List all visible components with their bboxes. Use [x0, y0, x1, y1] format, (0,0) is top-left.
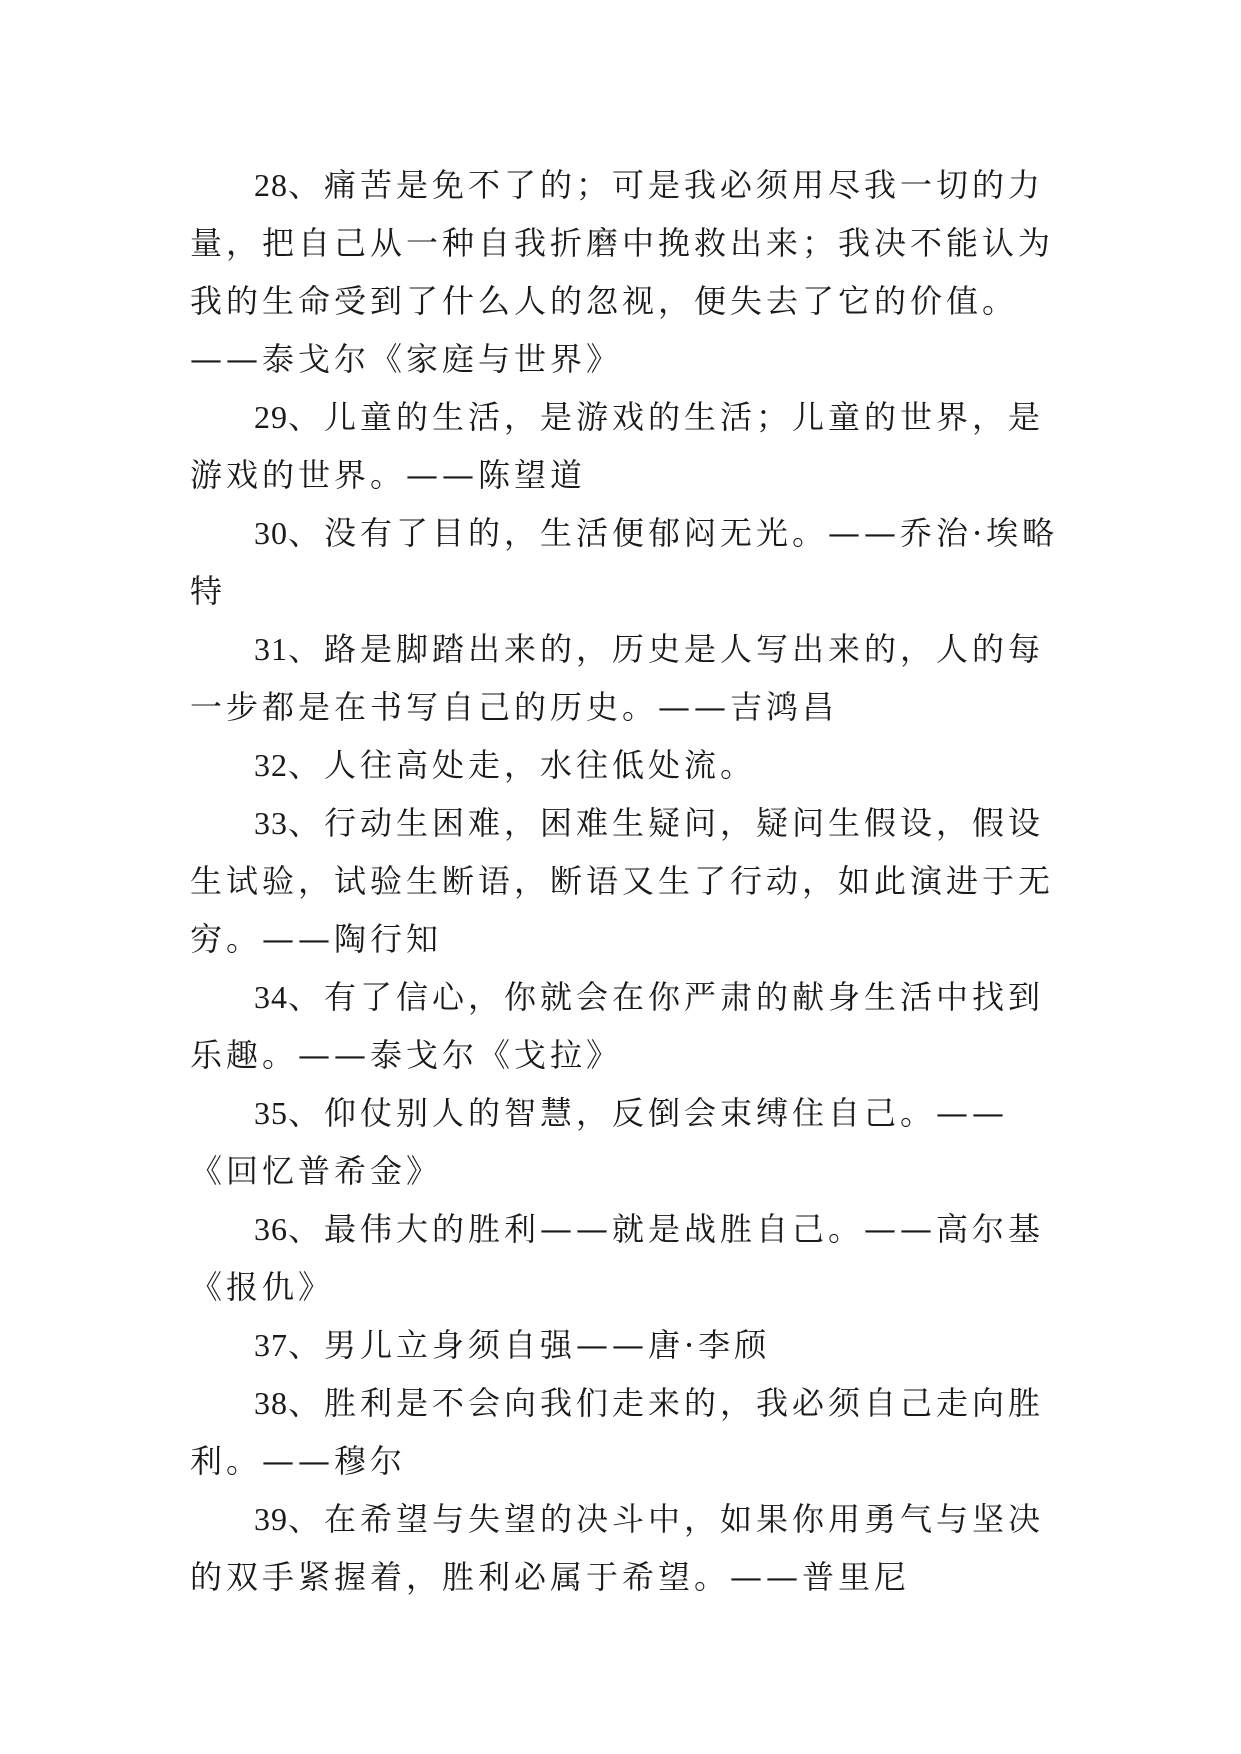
quote-number: 32 [254, 747, 288, 783]
quote-number: 35 [254, 1095, 288, 1131]
quote-number: 31 [254, 631, 288, 667]
quote-36 [190, 1200, 1060, 1316]
quote-number: 28 [254, 167, 288, 203]
quote-number: 29 [254, 399, 288, 435]
document-page [190, 156, 1060, 1606]
quote-32 [190, 736, 1060, 794]
quote-37 [190, 1316, 1060, 1374]
quote-text: 、男儿立身须自强——唐·李颀 [288, 1326, 771, 1364]
quote-text: 、人往高处走，水往低处流。 [288, 746, 757, 784]
quote-30 [190, 504, 1060, 620]
quote-text: 、在希望与失望的决斗中，如果你用勇气与坚决的双手紧握着，胜利必属于希望。——普里尼 [190, 1500, 1045, 1596]
quote-35 [190, 1084, 1060, 1200]
quote-number: 37 [254, 1327, 288, 1363]
quote-number: 38 [254, 1385, 288, 1421]
quote-text: 、儿童的生活，是游戏的生活；儿童的世界，是游戏的世界。——陈望道 [190, 398, 1045, 494]
quote-number: 36 [254, 1211, 288, 1247]
quote-number: 34 [254, 979, 288, 1015]
quote-text: 、没有了目的，生活便郁闷无光。——乔治·埃略特 [190, 514, 1059, 610]
quote-38 [190, 1374, 1060, 1490]
quote-34 [190, 968, 1060, 1084]
quote-31 [190, 620, 1060, 736]
quote-text: 、有了信心，你就会在你严肃的献身生活中找到乐趣。——泰戈尔《戈拉》 [190, 978, 1045, 1074]
quote-text: 、路是脚踏出来的，历史是人写出来的，人的每一步都是在书写自己的历史。——吉鸿昌 [190, 630, 1045, 726]
quote-39 [190, 1490, 1060, 1606]
quote-text: 、最伟大的胜利——就是战胜自己。——高尔基《报仇》 [190, 1210, 1045, 1306]
quote-number: 39 [254, 1501, 288, 1537]
quote-29 [190, 388, 1060, 504]
quote-33 [190, 794, 1060, 968]
quote-28 [190, 156, 1060, 388]
quote-text: 、胜利是不会向我们走来的，我必须自己走向胜利。——穆尔 [190, 1384, 1045, 1480]
quote-number: 33 [254, 805, 288, 841]
quote-text: 、痛苦是免不了的；可是我必须用尽我一切的力量，把自己从一种自我折磨中挽救出来；我决不能认为我的生命受到了什么人的忽视，便失去了它的价值。——泰戈尔《家庭与世界》 [190, 166, 1055, 378]
quote-number: 30 [254, 515, 288, 551]
quote-text: 、行动生困难，困难生疑问，疑问生假设，假设生试验，试验生断语，断语又生了行动，如此演进于无穷。——陶行知 [190, 804, 1055, 958]
quote-text: 、仰仗别人的智慧，反倒会束缚住自己。——《回忆普希金》 [190, 1094, 1009, 1190]
